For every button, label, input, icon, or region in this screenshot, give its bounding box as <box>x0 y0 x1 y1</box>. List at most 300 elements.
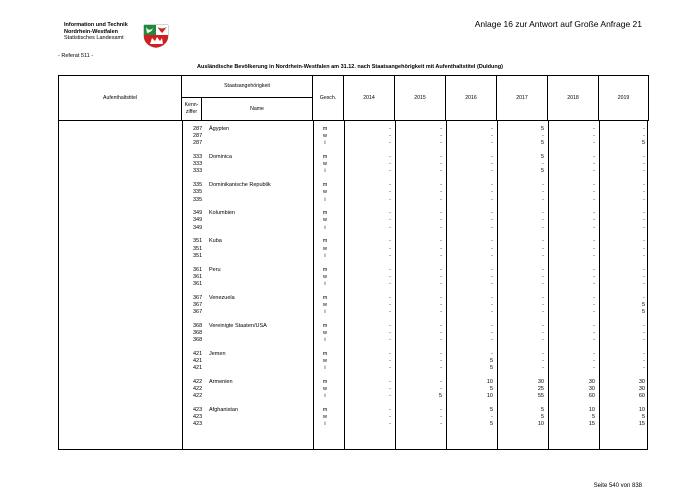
cell-value-2014: - <box>389 365 391 372</box>
cell-kennziffer: 349 <box>193 224 203 231</box>
cell-value-2018: - <box>593 301 595 308</box>
cell-kennziffer: 422 <box>193 393 203 400</box>
cell-value-2015: - <box>440 196 442 203</box>
cell-kennziffer: 333 <box>193 161 203 168</box>
cell-value-2018: - <box>593 252 595 259</box>
cell-value-2015: - <box>440 266 442 273</box>
table-row <box>59 225 649 232</box>
header-year-2016: 2016 <box>446 76 497 121</box>
cell-kennziffer: 423 <box>193 414 203 421</box>
cell-geschlecht: i <box>324 196 326 203</box>
cell-value-2019: - <box>643 245 645 252</box>
cell-value-2017: 55 <box>537 393 544 400</box>
row-group <box>59 351 649 373</box>
cell-value-2016: 5 <box>489 421 493 428</box>
cell-geschlecht: m <box>322 378 328 385</box>
cell-value-2015: - <box>440 154 442 161</box>
cell-value-2015: 5 <box>438 393 442 400</box>
cell-value-2019: 5 <box>641 301 645 308</box>
header-kennziffer-line1: Kenn- <box>184 102 199 109</box>
cell-value-2016: - <box>491 252 493 259</box>
table-header <box>58 75 649 121</box>
table-row <box>59 246 649 253</box>
table-row <box>59 379 649 386</box>
cell-kennziffer: 421 <box>193 357 203 364</box>
cell-value-2014: - <box>389 140 391 147</box>
cell-kennziffer: 368 <box>193 329 203 336</box>
cell-value-2014: - <box>389 266 391 273</box>
cell-value-2017: - <box>542 224 544 231</box>
cell-value-2017: - <box>542 301 544 308</box>
cell-value-2018: - <box>593 210 595 217</box>
table-row <box>59 302 649 309</box>
table-row <box>59 274 649 281</box>
cell-geschlecht: w <box>323 161 327 168</box>
cell-value-2017: - <box>542 337 544 344</box>
cell-value-2016: - <box>491 210 493 217</box>
cell-value-2018: 30 <box>588 378 595 385</box>
table-row <box>59 217 649 224</box>
cell-value-2019: - <box>643 161 645 168</box>
cell-value-2014: - <box>389 337 391 344</box>
table-row <box>59 197 649 204</box>
cell-value-2019: 5 <box>641 308 645 315</box>
header-staatsangehoerigkeit: Staatsangehörigkeit <box>182 76 313 98</box>
cell-value-2019: - <box>643 266 645 273</box>
cell-value-2016: - <box>491 322 493 329</box>
cell-value-2018: - <box>593 273 595 280</box>
cell-kennziffer: 351 <box>193 245 203 252</box>
cell-value-2016: - <box>491 280 493 287</box>
table-row <box>59 126 649 133</box>
cell-geschlecht: w <box>323 329 327 336</box>
cell-value-2015: - <box>440 386 442 393</box>
row-group <box>59 323 649 345</box>
cell-value-2017: 5 <box>540 414 544 421</box>
cell-value-2018: - <box>593 161 595 168</box>
cell-value-2017: 5 <box>540 154 544 161</box>
cell-value-2016: 10 <box>486 378 493 385</box>
cell-kennziffer: 349 <box>193 217 203 224</box>
cell-kennziffer: 422 <box>193 386 203 393</box>
cell-value-2016: 10 <box>486 393 493 400</box>
header-year-2015: 2015 <box>395 76 446 121</box>
table-row <box>59 414 649 421</box>
cell-geschlecht: w <box>323 217 327 224</box>
cell-kennziffer: 361 <box>193 280 203 287</box>
cell-value-2018: - <box>593 217 595 224</box>
cell-value-2018: - <box>593 126 595 132</box>
cell-kennziffer: 422 <box>193 378 203 385</box>
cell-country-name: Jemen <box>209 350 226 357</box>
cell-value-2014: - <box>389 210 391 217</box>
page-number: Seite 540 von 838 <box>593 483 642 489</box>
cell-kennziffer: 287 <box>193 126 203 132</box>
cell-value-2014: - <box>389 301 391 308</box>
cell-geschlecht: m <box>322 126 328 132</box>
cell-value-2017: - <box>542 189 544 196</box>
table-row <box>59 337 649 344</box>
table-row <box>59 238 649 245</box>
cell-value-2018: - <box>593 266 595 273</box>
table-row <box>59 421 649 428</box>
cell-value-2018: 15 <box>588 421 595 428</box>
cell-value-2018: 10 <box>588 407 595 413</box>
table-row <box>59 393 649 400</box>
cell-value-2015: - <box>440 252 442 259</box>
cell-value-2015: - <box>440 133 442 140</box>
cell-value-2019: 10 <box>638 407 645 413</box>
table-row <box>59 309 649 316</box>
cell-value-2014: - <box>389 280 391 287</box>
cell-value-2014: - <box>389 161 391 168</box>
cell-country-name: Ägypten <box>209 126 230 132</box>
header-kennziffer-line2: ziffer <box>185 108 198 115</box>
cell-value-2018: - <box>593 365 595 372</box>
cell-value-2019: 60 <box>638 393 645 400</box>
cell-value-2017: - <box>542 210 544 217</box>
table-row <box>59 182 649 189</box>
cell-geschlecht: i <box>324 337 326 344</box>
cell-value-2019: - <box>643 252 645 259</box>
cell-value-2018: 60 <box>588 393 595 400</box>
cell-geschlecht: w <box>323 357 327 364</box>
cell-country-name: Kuba <box>209 238 222 245</box>
cell-geschlecht: w <box>323 189 327 196</box>
cell-value-2015: - <box>440 273 442 280</box>
row-group <box>59 154 649 176</box>
cell-country-name: Peru <box>209 266 221 273</box>
cell-value-2015: - <box>440 168 442 175</box>
table-row <box>59 140 649 147</box>
cell-value-2015: - <box>440 182 442 189</box>
cell-value-2014: - <box>389 322 391 329</box>
cell-country-name: Dominikanische Republik <box>209 182 271 189</box>
cell-value-2019: - <box>643 238 645 245</box>
table-row <box>59 386 649 393</box>
cell-geschlecht: m <box>322 294 328 301</box>
cell-value-2014: - <box>389 126 391 132</box>
table-row <box>59 161 649 168</box>
cell-value-2019: - <box>643 294 645 301</box>
cell-value-2017: - <box>542 308 544 315</box>
cell-value-2019: - <box>643 217 645 224</box>
cell-geschlecht: i <box>324 393 326 400</box>
row-group <box>59 210 649 232</box>
table-row <box>59 154 649 161</box>
cell-value-2017: 5 <box>540 168 544 175</box>
cell-value-2014: - <box>389 414 391 421</box>
cell-value-2016: - <box>491 140 493 147</box>
cell-value-2019: - <box>643 196 645 203</box>
cell-value-2017: 5 <box>540 126 544 132</box>
cell-kennziffer: 351 <box>193 238 203 245</box>
table-row <box>59 407 649 414</box>
cell-value-2015: - <box>440 238 442 245</box>
cell-value-2014: - <box>389 273 391 280</box>
table-row <box>59 189 649 196</box>
cell-value-2019: - <box>643 329 645 336</box>
cell-value-2019: - <box>643 126 645 132</box>
cell-value-2015: - <box>440 322 442 329</box>
row-group <box>59 267 649 289</box>
cell-kennziffer: 367 <box>193 308 203 315</box>
cell-kennziffer: 421 <box>193 350 203 357</box>
cell-value-2015: - <box>440 350 442 357</box>
cell-value-2017: - <box>542 217 544 224</box>
cell-country-name: Venezuela <box>209 294 235 301</box>
cell-value-2019: - <box>643 189 645 196</box>
cell-value-2018: - <box>593 245 595 252</box>
cell-geschlecht: w <box>323 245 327 252</box>
cell-value-2018: - <box>593 238 595 245</box>
table-row <box>59 295 649 302</box>
cell-kennziffer: 349 <box>193 210 203 217</box>
cell-value-2015: - <box>440 337 442 344</box>
cell-country-name: Dominica <box>209 154 232 161</box>
cell-country-name: Kolumbien <box>209 210 235 217</box>
cell-kennziffer: 351 <box>193 252 203 259</box>
cell-geschlecht: w <box>323 386 327 393</box>
cell-value-2017: - <box>542 182 544 189</box>
cell-geschlecht: i <box>324 252 326 259</box>
annex-title: Anlage 16 zur Antwort auf Große Anfrage 21 <box>474 19 642 29</box>
cell-value-2014: - <box>389 350 391 357</box>
cell-value-2018: - <box>593 322 595 329</box>
header-name: Name <box>202 97 313 120</box>
cell-value-2018: - <box>593 337 595 344</box>
org-name-line1: Information und Technik <box>64 22 128 28</box>
cell-kennziffer: 367 <box>193 301 203 308</box>
row-group <box>59 126 649 148</box>
cell-kennziffer: 333 <box>193 168 203 175</box>
cell-value-2014: - <box>389 393 391 400</box>
cell-value-2015: - <box>440 414 442 421</box>
cell-value-2019: - <box>643 357 645 364</box>
cell-geschlecht: m <box>322 407 328 413</box>
row-group <box>59 182 649 204</box>
cell-value-2016: 5 <box>489 407 493 413</box>
cell-value-2016: - <box>491 308 493 315</box>
cell-value-2018: - <box>593 308 595 315</box>
cell-value-2018: - <box>593 168 595 175</box>
cell-value-2014: - <box>389 378 391 385</box>
cell-kennziffer: 335 <box>193 196 203 203</box>
cell-value-2017: - <box>542 294 544 301</box>
cell-value-2014: - <box>389 217 391 224</box>
cell-value-2014: - <box>389 133 391 140</box>
table-row <box>59 253 649 260</box>
cell-value-2019: - <box>643 210 645 217</box>
table-row <box>59 351 649 358</box>
cell-value-2018: - <box>593 182 595 189</box>
cell-value-2016: - <box>491 273 493 280</box>
header-aufenthaltstitel: Aufenthaltstitel <box>59 76 182 121</box>
table-row <box>59 133 649 140</box>
cell-value-2019: - <box>643 350 645 357</box>
cell-value-2014: - <box>389 329 391 336</box>
table-row <box>59 267 649 274</box>
cell-value-2016: - <box>491 266 493 273</box>
cell-value-2018: - <box>593 280 595 287</box>
cell-value-2019: - <box>643 133 645 140</box>
row-group <box>59 407 649 429</box>
cell-country-name: Vereinigte Staaten/USA <box>209 322 267 329</box>
cell-kennziffer: 335 <box>193 182 203 189</box>
cell-value-2015: - <box>440 217 442 224</box>
cell-value-2019: - <box>643 224 645 231</box>
cell-value-2015: - <box>440 126 442 132</box>
cell-value-2017: - <box>542 280 544 287</box>
cell-value-2017: 5 <box>540 140 544 147</box>
cell-geschlecht: w <box>323 273 327 280</box>
cell-geschlecht: w <box>323 301 327 308</box>
cell-value-2019: - <box>643 365 645 372</box>
cell-value-2014: - <box>389 182 391 189</box>
cell-value-2016: - <box>491 126 493 132</box>
cell-geschlecht: i <box>324 140 326 147</box>
row-group <box>59 379 649 401</box>
cell-kennziffer: 368 <box>193 337 203 344</box>
cell-value-2017: - <box>542 322 544 329</box>
cell-value-2015: - <box>440 294 442 301</box>
cell-value-2015: - <box>440 189 442 196</box>
cell-value-2016: 5 <box>489 365 493 372</box>
cell-value-2019: - <box>643 182 645 189</box>
cell-value-2016: - <box>491 161 493 168</box>
org-name-line3: Statistisches Landesamt <box>64 35 124 41</box>
cell-value-2015: - <box>440 378 442 385</box>
cell-value-2017: - <box>542 238 544 245</box>
cell-value-2016: - <box>491 217 493 224</box>
cell-value-2017: - <box>542 266 544 273</box>
cell-geschlecht: m <box>322 350 328 357</box>
cell-value-2017: - <box>542 273 544 280</box>
cell-kennziffer: 421 <box>193 365 203 372</box>
cell-value-2014: - <box>389 154 391 161</box>
cell-value-2014: - <box>389 224 391 231</box>
cell-value-2017: - <box>542 161 544 168</box>
cell-value-2016: - <box>491 133 493 140</box>
cell-geschlecht: m <box>322 238 328 245</box>
cell-geschlecht: i <box>324 308 326 315</box>
cell-kennziffer: 333 <box>193 154 203 161</box>
cell-value-2015: - <box>440 365 442 372</box>
cell-value-2017: 10 <box>537 421 544 428</box>
cell-value-2019: 15 <box>638 421 645 428</box>
cell-value-2019: - <box>643 280 645 287</box>
cell-geschlecht: i <box>324 421 326 428</box>
cell-value-2016: - <box>491 189 493 196</box>
cell-value-2017: 25 <box>537 386 544 393</box>
table-row <box>59 358 649 365</box>
header-year-2019: 2019 <box>599 76 649 121</box>
cell-country-name: Armenien <box>209 378 233 385</box>
cell-value-2014: - <box>389 357 391 364</box>
cell-value-2018: - <box>593 329 595 336</box>
cell-geschlecht: i <box>324 280 326 287</box>
cell-value-2016: 5 <box>489 386 493 393</box>
cell-geschlecht: m <box>322 266 328 273</box>
referat-label: - Referat 511 - <box>58 53 94 59</box>
org-name-line2: Nordrhein-Westfalen <box>64 28 118 35</box>
cell-value-2017: - <box>542 350 544 357</box>
cell-value-2016: - <box>491 168 493 175</box>
header-year-2018: 2018 <box>548 76 599 121</box>
cell-kennziffer: 287 <box>193 133 203 140</box>
cell-value-2019: - <box>643 337 645 344</box>
cell-geschlecht: i <box>324 365 326 372</box>
cell-value-2019: 5 <box>641 414 645 421</box>
cell-value-2018: - <box>593 357 595 364</box>
cell-value-2018: - <box>593 224 595 231</box>
cell-country-name: Afghanistan <box>209 407 239 413</box>
cell-value-2015: - <box>440 301 442 308</box>
cell-value-2019: - <box>643 273 645 280</box>
cell-value-2014: - <box>389 168 391 175</box>
cell-value-2017: - <box>542 357 544 364</box>
cell-kennziffer: 368 <box>193 322 203 329</box>
cell-value-2015: - <box>440 224 442 231</box>
cell-value-2018: - <box>593 196 595 203</box>
header-geschlecht: Gesch. <box>313 76 344 121</box>
cell-value-2015: - <box>440 210 442 217</box>
header-year-2014: 2014 <box>344 76 395 121</box>
cell-value-2017: 5 <box>540 407 544 413</box>
cell-value-2015: - <box>440 407 442 413</box>
cell-value-2017: - <box>542 329 544 336</box>
cell-kennziffer: 335 <box>193 189 203 196</box>
cell-geschlecht: m <box>322 210 328 217</box>
cell-geschlecht: w <box>323 133 327 140</box>
cell-value-2016: - <box>491 301 493 308</box>
table-row <box>59 365 649 372</box>
cell-value-2015: - <box>440 245 442 252</box>
cell-kennziffer: 367 <box>193 294 203 301</box>
cell-value-2018: - <box>593 154 595 161</box>
cell-value-2019: - <box>643 168 645 175</box>
cell-value-2016: - <box>491 337 493 344</box>
cell-value-2016: - <box>491 350 493 357</box>
cell-kennziffer: 361 <box>193 266 203 273</box>
cell-value-2016: - <box>491 414 493 421</box>
cell-value-2019: 30 <box>638 386 645 393</box>
cell-value-2014: - <box>389 245 391 252</box>
cell-value-2019: - <box>643 322 645 329</box>
cell-value-2014: - <box>389 294 391 301</box>
nrw-crest-icon <box>143 24 169 48</box>
cell-value-2014: - <box>389 308 391 315</box>
cell-value-2019: 5 <box>641 140 645 147</box>
cell-value-2016: - <box>491 238 493 245</box>
cell-value-2015: - <box>440 357 442 364</box>
header-year-2017: 2017 <box>497 76 548 121</box>
cell-value-2017: - <box>542 252 544 259</box>
cell-value-2018: - <box>593 189 595 196</box>
cell-value-2015: - <box>440 280 442 287</box>
cell-geschlecht: m <box>322 322 328 329</box>
table-row <box>59 210 649 217</box>
cell-value-2015: - <box>440 161 442 168</box>
cell-value-2014: - <box>389 421 391 428</box>
cell-value-2017: - <box>542 133 544 140</box>
cell-kennziffer: 287 <box>193 140 203 147</box>
cell-geschlecht: w <box>323 414 327 421</box>
table-title: Ausländische Bevölkerung in Nordrhein-Westfalen am 31.12. nach Staatsangehörigkeit mit Aufenthaltstitel (Duldung) <box>197 64 503 70</box>
cell-kennziffer: 423 <box>193 421 203 428</box>
cell-value-2014: - <box>389 386 391 393</box>
cell-value-2016: - <box>491 182 493 189</box>
